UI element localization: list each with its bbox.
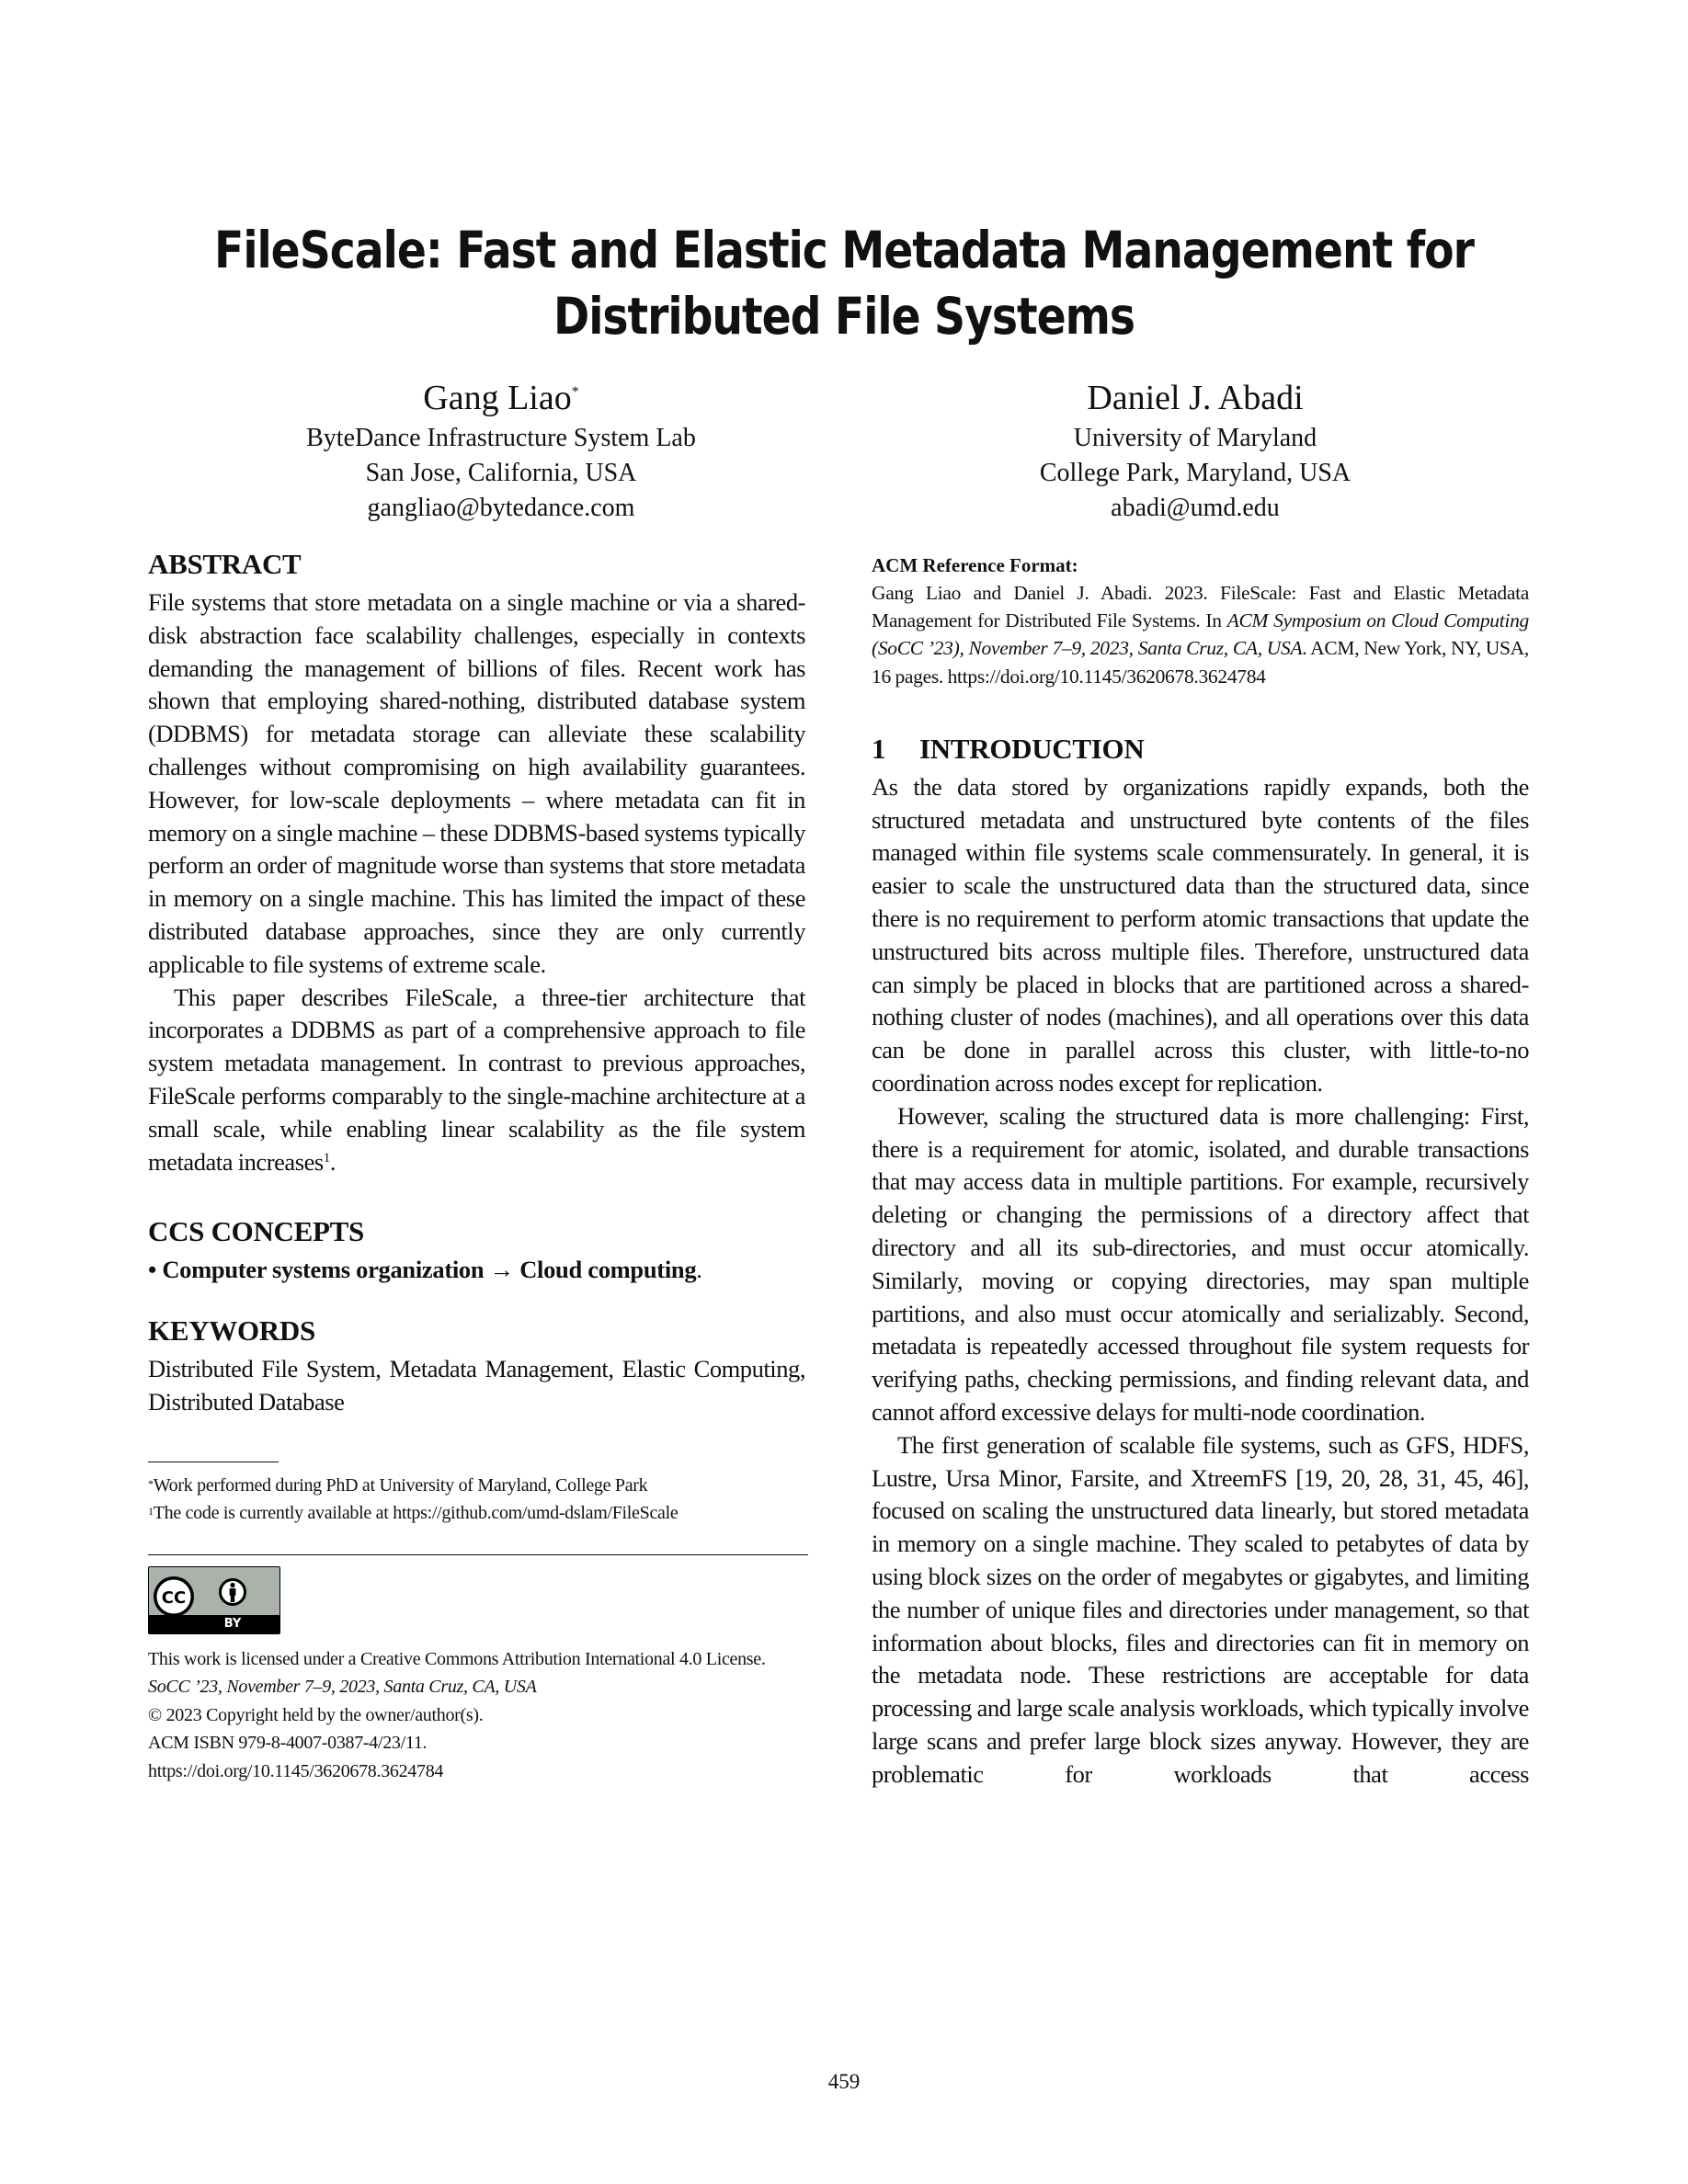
keywords-text: [148, 1353, 805, 1419]
license-statement: This work is licensed under a Creative Commons Attribution International 4.0 License.: [148, 1648, 766, 1669]
footnote-marker: *: [148, 1476, 154, 1490]
author-name: Gang Liao: [423, 379, 572, 417]
cc-label: CC: [161, 1587, 187, 1608]
intro-paragraph-2: However, scaling the structured data is more challenging: First, there is a requirement for atomic, isolated, and durable transactions that may access data in multiple partitions. For example, recursively deleting or changing the permissions of a directory affect that directory and all its sub-directories, and must occur atomically. Similarly, moving or copying directories, may span multiple partitions, and also must occur atomically and serializably. Second, metadata is repeatedly accessed throughout file system requests for verifying paths, checking permissions, and finding relevant data, and cannot afford excessive delays for multi-node coordination.: [872, 1101, 1529, 1426]
introduction-body: [872, 771, 1529, 1792]
ccs-end: .: [696, 1256, 702, 1284]
author-footnote-marker: *: [571, 384, 579, 400]
author-location: College Park, Maryland, USA: [1039, 459, 1352, 487]
isbn: ACM ISBN 979-8-4007-0387-4/23/11.: [148, 1733, 428, 1754]
cc-by-label: BY: [149, 1615, 279, 1633]
license-divider: [148, 1554, 808, 1555]
author-email[interactable]: abadi@umd.edu: [1111, 494, 1280, 522]
footnote-1: [148, 1472, 805, 1499]
author-email[interactable]: gangliao@bytedance.com: [367, 494, 635, 522]
author-location: San Jose, California, USA: [365, 459, 637, 487]
footnote-text: Work performed during PhD at University of Maryland, College Park: [153, 1474, 648, 1496]
footnote-text[interactable]: The code is currently available at https://github.com/umd-dslam/FileScale: [153, 1502, 679, 1523]
reference-plain-1: Gang Liao and Daniel J. Abadi. 2023. FileScale: Fast and Elastic Metadata Management for Distributed File Systems. In: [872, 582, 1529, 632]
ccs-concept-item: [148, 1254, 805, 1287]
abstract-paragraph-1: File systems that store metadata on a single machine or via a shared-disk abstraction face scalability challenges, especially in contexts demanding the management of billions of files. Recent work has shown that employing shared-nothing, distributed database system (DDBMS) for metadata storage can alleviate these scalability challenges without compromising on high availability guarantees. However, for low-scale deployments – where metadata can fit in memory on a single machine – these DDBMS-based systems typically perform an order of magnitude worse than systems that store metadata in memory on a single machine. This has limited the impact of these distributed database approaches, since they are only currently applicable to file systems of extreme scale.: [148, 588, 805, 978]
abstract-paragraph-2: [148, 982, 805, 1179]
intro-paragraph-1: As the data stored by organizations rapidly expands, both the structured metadata and unstructured byte contents of the files managed within file systems scale commensurately. In general, it is easier to scale the unstructured data than the structured data, since there is no requirement to perform atomic transactions that update the unstructured bits across multiple files. Therefore, unstructured data can simply be placed in blocks that are partitioned across a shared-nothing cluster of nodes (machines), and all operations over this data can be done in parallel across this cluster, with little-to-no coordination across nodes except for replication.: [872, 772, 1529, 1097]
author-affiliation: University of Maryland: [1073, 424, 1317, 452]
right-column: [872, 552, 1529, 1792]
person-icon: [219, 1578, 246, 1606]
author-block-2: [855, 375, 1535, 526]
copyright-notice: © 2023 Copyright held by the owner/author(s).: [148, 1704, 484, 1725]
author-name: Daniel J. Abadi: [1087, 379, 1304, 417]
left-column: [148, 548, 805, 1785]
reference-venue-italic: ACM Symposium on Cloud Computing (SoCC ’23), November 7–9, 2023, Santa Cruz, CA, USA: [872, 609, 1529, 660]
license-block: [148, 1645, 805, 1786]
ccs-concept: Computer systems organization: [162, 1256, 485, 1284]
ccs-heading: CCS CONCEPTS: [148, 1215, 364, 1248]
author-block-1: [179, 375, 823, 526]
abstract-body: [148, 586, 805, 1178]
footnote-2: [148, 1499, 805, 1527]
paper-title: [119, 217, 1570, 349]
abstract-heading: ABSTRACT: [148, 548, 302, 580]
introduction-heading: [872, 733, 1529, 766]
section-title: INTRODUCTION: [919, 732, 1145, 765]
title-line-1: FileScale: Fast and Elastic Metadata Management for: [214, 221, 1474, 279]
abstract-paragraph-2-end: .: [329, 1147, 336, 1176]
reference-plain-2[interactable]: . ACM, New York, NY, USA, 16 pages. https://doi.org/​10.1145/3620678.3624784: [872, 637, 1529, 688]
keywords-heading: KEYWORDS: [148, 1314, 315, 1348]
section-number: 1: [872, 732, 886, 765]
page-number: 459: [827, 2070, 861, 2093]
ccs-subconcept: Cloud computing: [519, 1256, 697, 1284]
title-line-2: Distributed File Systems: [553, 287, 1135, 346]
doi-link[interactable]: https://doi.org/10.1145/3620678.3624784: [148, 1760, 444, 1781]
author-affiliation: ByteDance Infrastructure System Lab: [306, 424, 696, 452]
keywords-list: Distributed File System, Metadata Management, Elastic Computing, Distributed Database: [148, 1355, 805, 1416]
arrow-right-icon: →: [489, 1256, 514, 1284]
abstract-paragraph-2-text: This paper describes FileScale, a three-tier architecture that incorporates a DDBMS as part of a comprehensive approach to file system metadata management. In contrast to previous approaches, FileScale performs comparably to the single-machine architecture at a small scale, while enabling linear scalability as the file system metadata increases: [148, 983, 805, 1176]
acm-reference-heading: ACM Reference Format:: [872, 554, 1078, 576]
conference-venue: SoCC ’23, November 7–9, 2023, Santa Cruz, CA, USA: [148, 1677, 537, 1698]
acm-reference-text: [872, 579, 1529, 690]
intro-paragraph-3: The first generation of scalable file systems, such as GFS, HDFS, Lustre, Ursa Minor, Farsite, and XtreemFS [19, 20, 28, 31, 45, 46], focused on scaling the unstructured data linearly, but stored metadata in memory on a single machine. They scaled to petabytes of data by using block sizes on the order of megabytes or gigabytes, and limiting the number of unique files and directories under management, so that information about blocks, files and directories can fit in memory on the metadata node. These restrictions are acceptable for data processing and large scale analysis workloads, which typically involve large scans and prefer large block sizes anyway. However, they are problematic for workloads that access: [872, 1430, 1529, 1788]
author-name-wrapper: [179, 375, 823, 421]
footnote-marker: 1: [148, 1504, 154, 1518]
footnote-ref-1[interactable]: 1: [323, 1150, 330, 1166]
bullet-icon: •: [148, 1256, 156, 1284]
cc-by-license-badge[interactable]: [148, 1566, 280, 1634]
